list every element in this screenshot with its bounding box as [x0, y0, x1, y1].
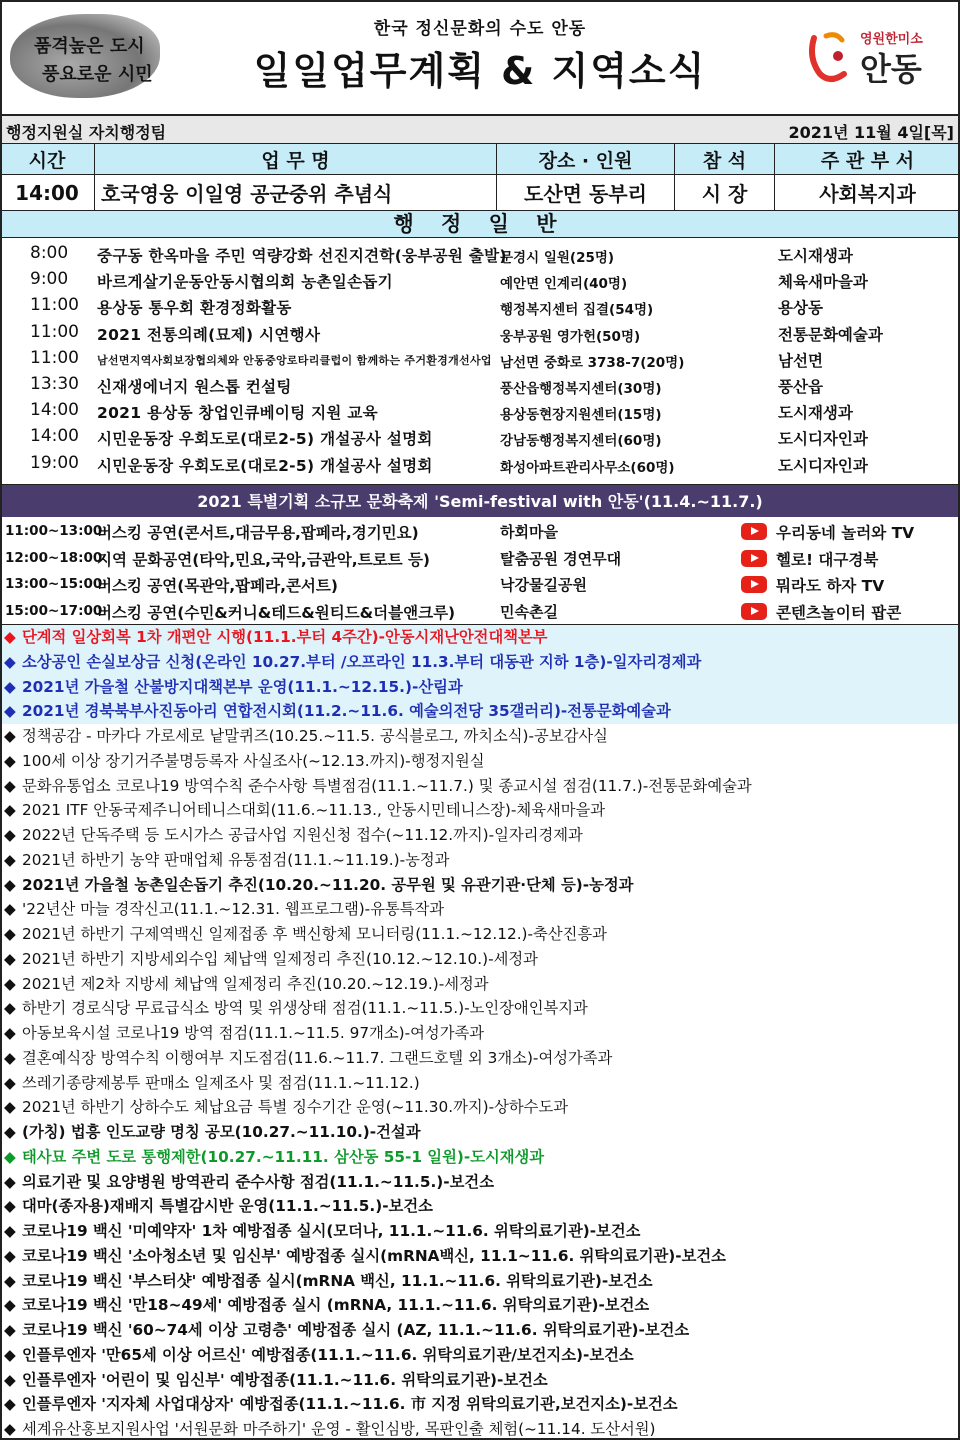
notice-item	[0, 650, 960, 675]
notice-item	[0, 823, 960, 848]
schedule-row	[0, 266, 960, 292]
schedule-place: 강남동행정복지센터(60명)	[500, 433, 662, 450]
notice-list	[0, 624, 960, 1440]
col-time-header: 시간	[0, 144, 95, 174]
department-label: 행정지원실 자치행정팀	[6, 123, 167, 142]
col-dept-header: 주 관 부 서	[820, 149, 915, 172]
notice-item	[0, 922, 960, 947]
notice-text: (가칭) 법흥 인도교량 명칭 공모(10.27.~11.10.)-건설과	[22, 1123, 421, 1141]
featured-place: 도산면 동부리	[497, 175, 675, 210]
schedule-dept: 도시재생과	[778, 247, 853, 265]
schedule-row	[0, 240, 960, 266]
schedule-row	[0, 371, 960, 397]
logo-wordmark: 안동	[860, 50, 922, 88]
notice-item	[0, 699, 960, 724]
festival-time: 15:00~17:00	[5, 602, 103, 619]
schedule-dept: 체육새마을과	[778, 273, 868, 292]
notice-item	[0, 1170, 960, 1195]
header	[0, 0, 960, 112]
notice-item	[0, 625, 960, 650]
notice-item	[0, 1120, 960, 1145]
col-attendee-header: 참 석	[675, 144, 775, 174]
notice-text: 2021년 가을철 농촌일손돕기 추진(10.20.~11.20. 공무원 및 유관기관·단체 등)-농정과	[22, 875, 634, 894]
diamond-bullet-icon: ◆	[4, 652, 16, 671]
diamond-bullet-icon: ◆	[4, 949, 16, 968]
notice-text: '22년산 마늘 경작신고(11.1.~12.31. 웹프로그램)-유통특작과	[22, 900, 445, 919]
notice-text: 코로나19 백신 '만18~49세' 예방접종 실시 (mRNA, 11.1.~11.6. 위탁의료기관)-보건소	[22, 1296, 650, 1315]
diamond-bullet-icon: ◆	[4, 1172, 16, 1191]
schedule-time: 13:30	[30, 373, 79, 394]
festival-row	[0, 597, 960, 624]
diamond-bullet-icon: ◆	[4, 1246, 16, 1265]
notice-item	[0, 749, 960, 774]
notice-item	[0, 897, 960, 922]
schedule-task: 바르게살기운동안동시협의회 농촌일손돕기	[97, 273, 393, 292]
schedule-time: 19:00	[30, 452, 79, 473]
notice-text: 코로나19 백신 '미예약자' 1차 예방접종 실시(모더나, 11.1.~11.6. 위탁의료기관)-보건소	[22, 1222, 641, 1240]
schedule-time: 9:00	[30, 269, 69, 290]
table-header	[0, 144, 960, 175]
diamond-bullet-icon: ◆	[4, 925, 16, 943]
notice-text: 코로나19 백신 '부스터샷' 예방접종 실시(mRNA 백신, 11.1.~11.6. 위탁의료기관)-보건소	[22, 1271, 653, 1290]
notice-text: 2021 ITF 안동국제주니어테니스대회(11.6.~11.13., 안동시민테니스장)-체육새마을과	[22, 801, 606, 820]
diamond-bullet-icon: ◆	[4, 1370, 16, 1389]
diamond-bullet-icon: ◆	[4, 850, 16, 869]
diamond-bullet-icon: ◆	[4, 1123, 16, 1141]
notice-text: 대마(종자용)재배지 특별감시반 운영(11.1.~11.5.)-보건소	[22, 1197, 433, 1216]
festival-place: 민속촌길	[500, 602, 558, 621]
youtube-icon[interactable]	[741, 523, 767, 540]
festival-channel[interactable]: 우리동네 놀러와 TV	[776, 524, 915, 542]
diamond-bullet-icon: ◆	[4, 1271, 16, 1290]
diamond-bullet-icon: ◆	[4, 826, 16, 844]
youtube-icon[interactable]	[741, 603, 767, 620]
notice-text: 하반기 경로식당 무료급식소 방역 및 위생상태 점검(11.1.~11.5.)-노인장애인복지과	[22, 999, 588, 1018]
notice-item	[0, 798, 960, 823]
notice-text: 문화유통업소 코로나19 방역수칙 준수사항 특별점검(11.1.~11.7.) 및 종교시설 점검(11.7.)-전통문화예술과	[22, 776, 752, 795]
diamond-bullet-icon: ◆	[4, 751, 16, 770]
schedule-row	[0, 292, 960, 318]
notice-text: 세계유산홍보지원사업 '서원문화 마주하기' 운영 - 활인심방, 목판인출 체험(~11.14. 도산서원)	[22, 1420, 656, 1438]
notice-text: 코로나19 백신 '60~74세 이상 고령층' 예방접종 실시 (AZ, 11.1.~11.6. 위탁의료기관)-보건소	[22, 1321, 690, 1339]
diamond-bullet-icon: ◆	[4, 727, 16, 745]
schedule-row	[0, 397, 960, 423]
festival-time: 13:00~15:00	[5, 576, 103, 592]
festival-event: 버스킹 공연(수민&커니&테드&원티드&더블앤크루)	[97, 603, 456, 622]
festival-event: 지역 문화공연(타악,민요,국악,금관악,트로트 등)	[97, 550, 431, 569]
schedule-task: 남선면지역사회보장협의체와 안동중앙로타리클럽이 함께하는 주거환경개선사업	[97, 353, 492, 367]
notice-item	[0, 1046, 960, 1071]
notice-item	[0, 996, 960, 1021]
notice-text: 100세 이상 장기거주불명등록자 사실조사(~12.13.까지)-행정지원실	[22, 751, 485, 770]
diamond-bullet-icon: ◆	[4, 776, 16, 795]
schedule-time: 14:00	[30, 400, 79, 421]
festival-row	[0, 570, 960, 597]
diamond-bullet-icon: ◆	[4, 1147, 16, 1166]
schedule-place: 화성아파트관리사무소(60명)	[500, 459, 675, 476]
festival-row	[0, 517, 960, 544]
date-label: 2021년 11월 4일[목]	[788, 123, 954, 142]
diamond-bullet-icon: ◆	[4, 875, 16, 894]
featured-time: 14:00	[0, 175, 95, 210]
schedule-task: 용상동 통우회 환경정화활동	[97, 299, 292, 318]
notice-item	[0, 1219, 960, 1244]
notice-text: 2021년 경북북부사진동아리 연합전시회(11.2.~11.6. 예술의전당 35갤러리)-전통문화예술과	[22, 702, 671, 721]
notice-text: 2021년 제2차 지방세 체납액 일제정리 추진(10.20.~12.19.)-세정과	[22, 974, 489, 993]
notice-text: 쓰레기종량제봉투 판매소 일제조사 및 점검(11.1.~11.12.)	[22, 1073, 420, 1092]
diamond-bullet-icon: ◆	[4, 702, 16, 721]
notice-item	[0, 873, 960, 898]
diamond-bullet-icon: ◆	[4, 1197, 16, 1216]
featured-row	[0, 175, 960, 211]
notice-item	[0, 1071, 960, 1096]
festival-event: 버스킹 공연(목관악,팝페라,콘서트)	[97, 577, 338, 595]
schedule-place: 예안면 인계리(40명)	[500, 276, 628, 293]
schedule-task: 2021 용상동 창업인큐베이팅 지원 교육	[97, 404, 378, 423]
diamond-bullet-icon: ◆	[4, 801, 16, 820]
diamond-bullet-icon: ◆	[4, 1098, 16, 1117]
diamond-bullet-icon: ◆	[4, 999, 16, 1018]
diamond-bullet-icon: ◆	[4, 900, 16, 919]
schedule-row	[0, 450, 960, 476]
festival-channel[interactable]: 콘텐츠놀이터 팝콘	[776, 603, 902, 622]
notice-item	[0, 947, 960, 972]
notice-text: 소상공인 손실보상금 신청(온라인 10.27.부터 /오프라인 11.3.부터 대동관 지하 1층)-일자리경제과	[22, 652, 702, 671]
diamond-bullet-icon: ◆	[4, 1345, 16, 1364]
schedule-dept: 용상동	[778, 299, 823, 318]
notice-item	[0, 1343, 960, 1368]
slogan-line-2: 풍요로운 시민	[42, 64, 153, 85]
diamond-bullet-icon: ◆	[4, 677, 16, 696]
schedule-time: 11:00	[30, 321, 79, 342]
notice-item	[0, 972, 960, 997]
notice-text: 2021년 하반기 농약 판매업체 유통점검(11.1.~11.19.)-농정과	[22, 850, 450, 869]
notice-text: 2021년 하반기 구제역백신 일제접종 후 백신항체 모니터링(11.1.~12.12.)-축산진흥과	[22, 925, 607, 943]
notice-item	[0, 1194, 960, 1219]
diamond-bullet-icon: ◆	[4, 1073, 16, 1092]
logo-slogan: 영원한미소	[860, 32, 923, 47]
schedule-place: 웅부공원 영가헌(50명)	[500, 328, 641, 345]
supertitle: 한국 정신문화의 수도 안동	[373, 19, 587, 39]
festival-place: 낙강물길공원	[500, 576, 587, 594]
festival-list	[0, 517, 960, 623]
diamond-bullet-icon: ◆	[4, 1222, 16, 1240]
page-title: 일일업무계획 & 지역소식	[253, 49, 707, 93]
diamond-bullet-icon: ◆	[4, 1024, 16, 1042]
schedule-dept: 풍산읍	[778, 377, 823, 396]
notice-item	[0, 1145, 960, 1170]
diamond-bullet-icon: ◆	[4, 1420, 16, 1438]
diamond-bullet-icon: ◆	[4, 1048, 16, 1067]
notice-item	[0, 724, 960, 749]
notice-text: 2022년 단독주택 등 도시가스 공급사업 지원신청 접수(~11.12.까지)-일자리경제과	[22, 826, 583, 844]
notice-text: 2021년 가을철 산불방지대책본부 운영(11.1.~12.15.)-산림과	[22, 677, 463, 696]
notice-item	[0, 1318, 960, 1343]
notice-text: 정책공감 - 마카다 가로세로 낱말퀴즈(10.25.~11.5. 공식블로그, 까치소식)-공보감사실	[22, 727, 608, 745]
schedule-task: 중구동 한옥마을 주민 역량강화 선진지견학(웅부공원 출발)	[97, 247, 507, 265]
festival-time: 11:00~13:00	[5, 523, 103, 539]
schedule-task: 시민운동장 우회도로(대로2-5) 개설공사 설명회	[97, 430, 433, 449]
notice-text: 아동보육시설 코로나19 방역 점검(11.1.~11.5. 97개소)-여성가족과	[22, 1024, 485, 1042]
festival-channel[interactable]: 뭐라도 하자 TV	[776, 577, 885, 595]
festival-event: 버스킹 공연(콘서트,대금무용,팝페라,경기민요)	[97, 524, 419, 542]
youtube-icon[interactable]	[741, 576, 767, 593]
diamond-bullet-icon: ◆	[4, 974, 16, 993]
schedule-place: 용상동현장지원센터(15명)	[500, 407, 662, 424]
schedule-dept: 도시재생과	[778, 404, 853, 423]
schedule-task: 신재생에너지 원스톱 컨설팅	[97, 377, 292, 396]
schedule-time: 11:00	[30, 347, 79, 368]
schedule-place: 남선면 중화로 3738-7(20명)	[500, 354, 685, 371]
notice-item	[0, 1417, 960, 1440]
schedule-time: 14:00	[30, 426, 79, 447]
schedule-place: 문경시 일원(25명)	[500, 250, 615, 266]
notice-item	[0, 1244, 960, 1269]
festival-place: 하회마을	[500, 523, 558, 541]
schedule-dept: 도시디자인과	[778, 456, 868, 475]
notice-text: 인플루엔자 '지자체 사업대상자' 예방접종(11.1.~11.6. 市 지정 위탁의료기관,보건지소)-보건소	[22, 1395, 678, 1414]
notice-item	[0, 1095, 960, 1120]
schedule-row	[0, 423, 960, 449]
schedule-row	[0, 319, 960, 345]
festival-row	[0, 544, 960, 571]
notice-text: 인플루엔자 '만65세 이상 어르신' 예방접종(11.1.~11.6. 위탁의료기관/보건지소)-보건소	[22, 1345, 634, 1364]
schedule-row	[0, 345, 960, 371]
notice-item	[0, 675, 960, 700]
notice-item	[0, 1293, 960, 1318]
diamond-bullet-icon: ◆	[4, 1395, 16, 1414]
slogan-line-1: 품격높은 도시	[34, 36, 145, 57]
schedule-time: 8:00	[30, 243, 69, 263]
smile-logo-icon	[806, 28, 854, 84]
schedule-dept: 전통문화예술과	[778, 325, 883, 344]
featured-task: 호국영웅 이일영 공군중위 추념식	[95, 175, 497, 210]
schedule-dept: 남선면	[778, 351, 823, 370]
festival-title: 2021 특별기획 소규모 문화축제 'Semi-festival with 안동'(11.4.~11.7.)	[0, 484, 960, 517]
notice-text: 2021년 하반기 상하수도 체납요금 특별 징수기간 운영(~11.30.까지)-상하수도과	[22, 1098, 569, 1117]
schedule-dept: 도시디자인과	[778, 430, 868, 449]
notice-text: 태사묘 주변 도로 통행제한(10.27.~11.11. 삼산동 55-1 일원)-도시재생과	[22, 1147, 545, 1166]
schedule-place: 행정복지센터 집결(54명)	[500, 302, 654, 319]
notice-item	[0, 1392, 960, 1417]
notice-text: 코로나19 백신 '소아청소년 및 임신부' 예방접종 실시(mRNA백신, 11.1~11.6. 위탁의료기관)-보건소	[22, 1246, 726, 1265]
notice-item	[0, 1021, 960, 1046]
diamond-bullet-icon: ◆	[4, 1321, 16, 1339]
schedule-task: 2021 전통의례(묘제) 시연행사	[97, 325, 321, 344]
schedule-place: 풍산읍행정복지센터(30명)	[500, 380, 662, 397]
schedule-time: 11:00	[30, 295, 79, 316]
featured-attendee: 시 장	[675, 175, 775, 210]
notice-item	[0, 1368, 960, 1393]
schedule-list	[0, 240, 960, 476]
notice-text: 인플루엔자 '어린이 및 임신부' 예방접종(11.1.~11.6. 위탁의료기관)-보건소	[22, 1370, 548, 1389]
notice-text: 단계적 일상회복 1차 개편안 시행(11.1.부터 4주간)-안동시재난안전대책본부	[22, 628, 548, 646]
notice-item	[0, 774, 960, 799]
diamond-bullet-icon: ◆	[4, 1296, 16, 1315]
festival-place: 탈춤공원 경연무대	[500, 549, 622, 568]
col-task-header: 업 무 명	[95, 144, 497, 174]
festival-channel[interactable]: 헬로! 대구경북	[776, 550, 879, 569]
notice-text: 2021년 하반기 지방세외수입 체납액 일제정리 추진(10.12.~12.10.)-세정과	[22, 949, 538, 968]
notice-item	[0, 1269, 960, 1294]
schedule-task: 시민운동장 우회도로(대로2-5) 개설공사 설명회	[97, 456, 433, 475]
featured-dept: 사회복지과	[819, 182, 916, 206]
notice-text: 의료기관 및 요양병원 방역관리 준수사항 점검(11.1.~11.5.)-보건소	[22, 1172, 494, 1191]
notice-text: 결혼예식장 방역수칙 이행여부 지도점검(11.6.~11.7. 그랜드호텔 외 3개소)-여성가족과	[22, 1048, 613, 1067]
subheader	[0, 114, 960, 144]
festival-time: 12:00~18:00	[5, 549, 103, 566]
andong-logo	[806, 22, 946, 92]
section-title: 행 정 일 반	[0, 211, 960, 238]
notice-item	[0, 848, 960, 873]
col-place-header: 장소 · 인원	[497, 144, 675, 174]
diamond-bullet-icon: ◆	[4, 628, 16, 646]
youtube-icon[interactable]	[741, 550, 767, 567]
